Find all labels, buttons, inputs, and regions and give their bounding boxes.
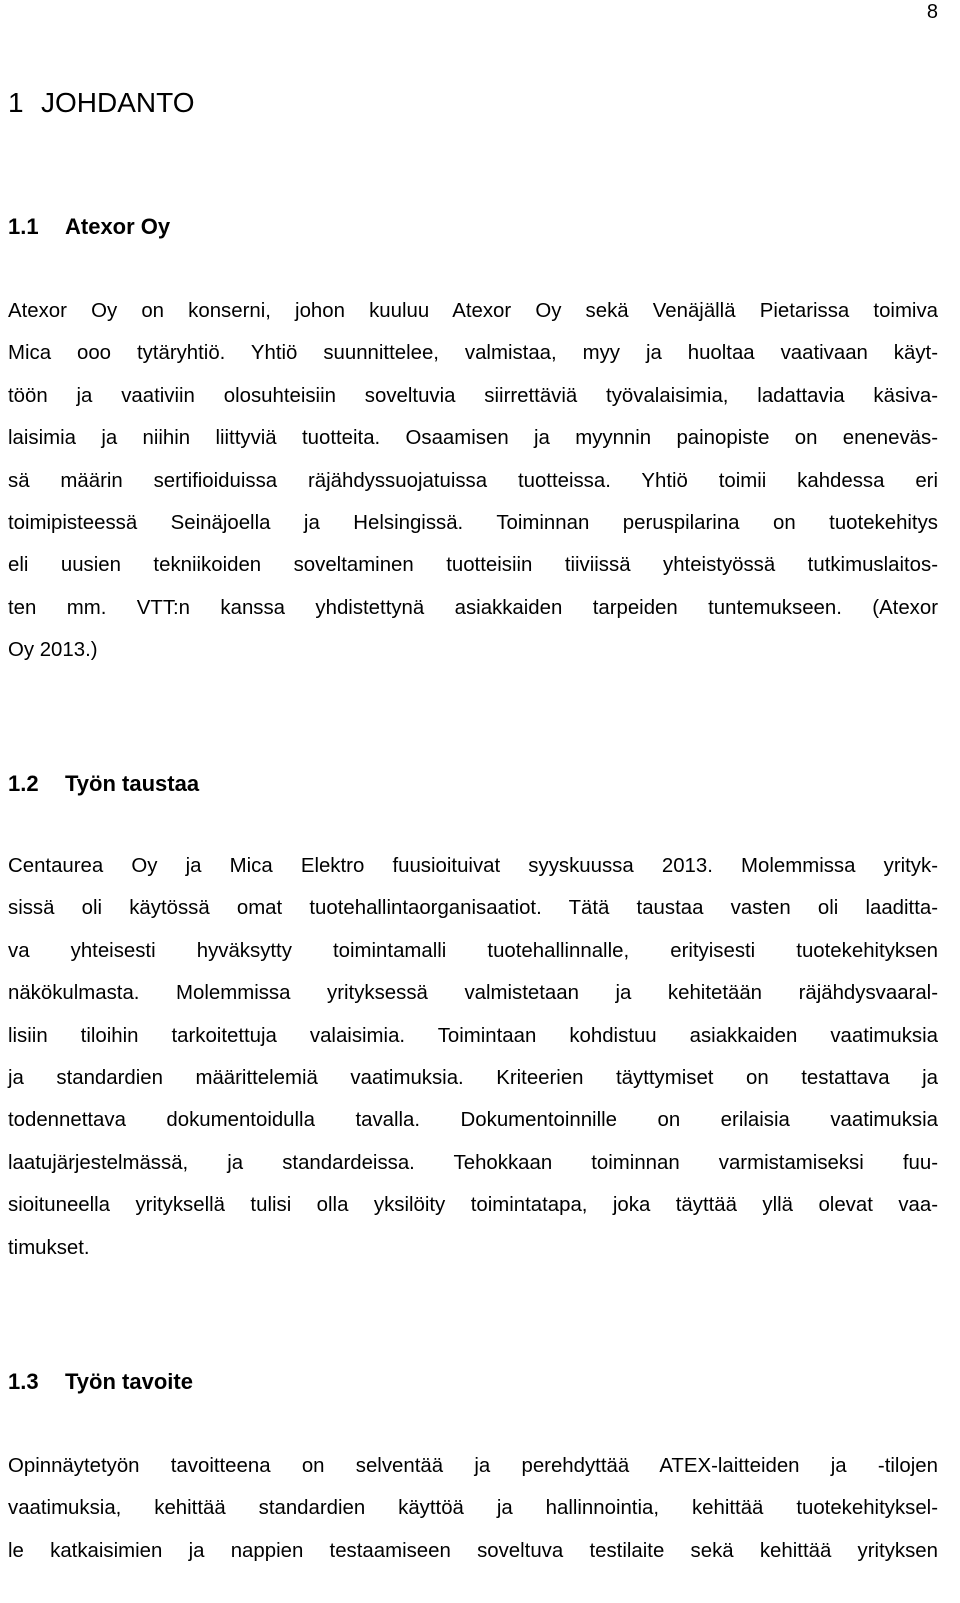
paragraph xyxy=(8,290,938,672)
text-line: sissä oli käytössä omat tuotehallintaorganisaatiot. Tätä taustaa vasten oli laaditta- xyxy=(8,897,938,920)
page-number: 8 xyxy=(926,1,938,23)
section-heading xyxy=(8,213,170,241)
chapter-number: 1 xyxy=(8,87,24,118)
text-line: todennettava dokumentoidulla tavalla. Dokumentoinnille on erilaisia vaatimuksia xyxy=(8,1109,938,1132)
text-line: töön ja vaativiin olosuhteisiin soveltuvia siirrettäviä työvalaisimia, ladattavia käsiva- xyxy=(8,384,938,407)
section-number: 1.1 xyxy=(8,214,39,239)
text-line: näkökulmasta. Molemmissa yrityksessä valmistetaan ja kehitetään räjähdysvaaral- xyxy=(8,982,938,1005)
paragraph xyxy=(8,845,938,1269)
chapter-title: JOHDANTO xyxy=(41,87,195,118)
section-heading xyxy=(8,770,199,798)
chapter-heading xyxy=(8,86,195,120)
paragraph xyxy=(8,1445,938,1572)
section-heading xyxy=(8,1368,193,1396)
text-line: Oy 2013.) xyxy=(8,639,98,662)
text-line: Atexor Oy on konserni, johon kuuluu Atexor Oy sekä Venäjällä Pietarissa toimiva xyxy=(8,300,938,322)
text-line: Opinnäytetyön tavoitteena on selventää ja perehdyttää ATEX-laitteiden ja -tilojen xyxy=(8,1455,938,1477)
section-number: 1.3 xyxy=(8,1369,39,1394)
text-line: ten mm. VTT:n kanssa yhdistettynä asiakkaiden tarpeiden tuntemukseen. (Atexor xyxy=(8,596,938,619)
text-line: laisimia ja niihin liittyviä tuotteita. Osaamisen ja myynnin painopiste on eneneväs- xyxy=(8,427,938,450)
section-title: Atexor Oy xyxy=(65,214,171,239)
section-title: Työn tavoite xyxy=(65,1369,193,1394)
text-line: sioituneella yrityksellä tulisi olla yksilöity toimintatapa, joka täyttää yllä olevat vaa- xyxy=(8,1194,938,1217)
text-line: laatujärjestelmässä, ja standardeissa. Tehokkaan toiminnan varmistamiseksi fuu- xyxy=(8,1151,938,1174)
text-line: Mica ooo tytäryhtiö. Yhtiö suunnittelee, valmistaa, myy ja huoltaa vaativaan käyt- xyxy=(8,342,938,365)
text-line: Centaurea Oy ja Mica Elektro fuusioituivat syyskuussa 2013. Molemmissa yrityk- xyxy=(8,855,938,877)
section-title: Työn taustaa xyxy=(65,771,200,796)
text-line: lisiin tiloihin tarkoitettuja valaisimia. Toimintaan kohdistuu asiakkaiden vaatimuksia xyxy=(8,1024,938,1047)
text-line: le katkaisimien ja nappien testaamiseen soveltuva testilaite sekä kehittää yrityksen xyxy=(8,1539,938,1562)
section-number: 1.2 xyxy=(8,771,39,796)
text-line: vaatimuksia, kehittää standardien käyttöä ja hallinnointia, kehittää tuotekehityksel- xyxy=(8,1497,938,1520)
text-line: timukset. xyxy=(8,1236,90,1259)
text-line: sä määrin sertifioiduissa räjähdyssuojatuissa tuotteissa. Yhtiö toimii kahdessa eri xyxy=(8,469,938,492)
text-line: va yhteisesti hyväksytty toimintamalli tuotehallinnalle, erityisesti tuotekehityksen xyxy=(8,939,938,962)
text-line: eli uusien tekniikoiden soveltaminen tuotteisiin tiiviissä yhteistyössä tutkimuslaitos- xyxy=(8,554,938,577)
text-line: toimipisteessä Seinäjoella ja Helsingissä. Toiminnan peruspilarina on tuotekehitys xyxy=(8,511,938,534)
text-line: ja standardien määrittelemiä vaatimuksia. Kriteerien täyttymiset on testattava ja xyxy=(8,1066,938,1089)
